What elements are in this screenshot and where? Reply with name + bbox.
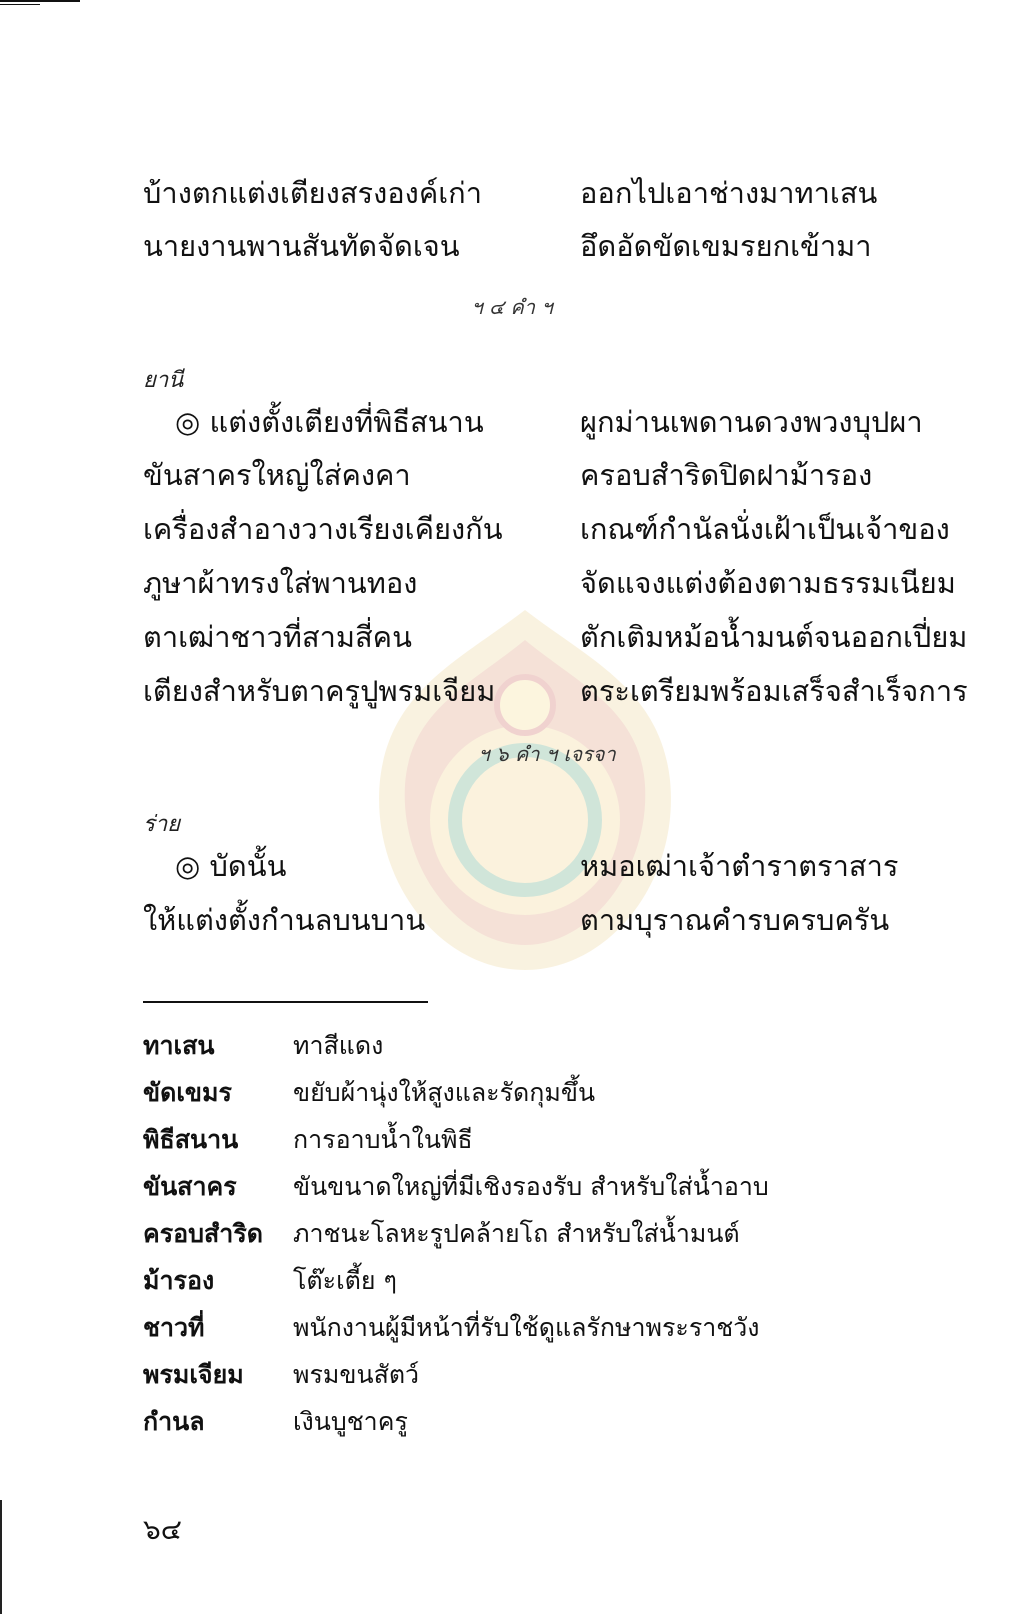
glossary-term: ทาเสน xyxy=(143,1031,215,1060)
glossary-entry xyxy=(0,1398,1024,1445)
verse-left: ภูษาผ้าทรงใส่พานทอง xyxy=(143,566,418,600)
verse-left: เครื่องสำอางวางเรียงเคียงกัน xyxy=(143,512,503,546)
note-text: ๔ คำ xyxy=(488,295,536,319)
glossary-term: ม้ารอง xyxy=(143,1266,215,1295)
glossary-definition: โต๊ะเตี้ย ๆ xyxy=(293,1266,397,1295)
glossary-definition: พรมขนสัตว์ xyxy=(293,1360,420,1389)
verse-line xyxy=(0,221,1024,271)
stanza-note: ฯ ๖ คำ ฯ เจรจา xyxy=(478,742,616,766)
glossary-entry xyxy=(0,1304,1024,1351)
glossary-entry xyxy=(0,1257,1024,1304)
verse-right: อึดอัดขัดเขมรยกเข้ามา xyxy=(580,229,872,263)
verse-right: ครอบสำริดปิดฝาม้ารอง xyxy=(580,458,873,492)
glossary-entry xyxy=(0,1163,1024,1210)
verse-left: เตียงสำหรับตาครูปูพรมเจียม xyxy=(143,674,496,708)
glossary-term: พรมเจียม xyxy=(143,1360,244,1389)
glossary-definition: ภาชนะโลหะรูปคล้ายโถ สำหรับใส่น้ำมนต์ xyxy=(293,1219,740,1248)
glossary-entry xyxy=(0,1069,1024,1116)
glossary-entry xyxy=(0,1116,1024,1163)
verse-right: จัดแจงแต่งต้องตามธรรมเนียม xyxy=(580,566,956,600)
verse-left: ◎ บัดนั้น xyxy=(175,849,287,883)
verse-line xyxy=(0,612,1024,662)
verse-right: ตามบุราณคำรบครบครัน xyxy=(580,903,890,937)
scan-corner-mark xyxy=(0,4,40,5)
verse-left: ให้แต่งตั้งกำนลบนบาน xyxy=(143,903,426,937)
glossary-term: ชาวที่ xyxy=(143,1313,205,1342)
note-text: ๖ คำ xyxy=(495,742,540,766)
verse-line xyxy=(0,168,1024,218)
glossary-definition: เงินบูชาครู xyxy=(293,1407,408,1436)
verse-line xyxy=(0,504,1024,554)
glossary-definition: ขยับผ้านุ่งให้สูงและรัดกุมขึ้น xyxy=(293,1078,596,1107)
glossary-definition: พนักงานผู้มีหน้าที่รับใช้ดูแลรักษาพระราชวัง xyxy=(293,1313,760,1342)
footnote-rule xyxy=(143,1001,428,1003)
glossary-term: ครอบสำริด xyxy=(143,1219,263,1248)
verse-line xyxy=(0,558,1024,608)
verse-right: ตักเติมหม้อน้ำมนต์จนออกเปี่ยม xyxy=(580,620,968,654)
scan-edge-mark xyxy=(0,1500,2,1614)
section-label: ร่าย xyxy=(143,812,181,837)
glossary-entry xyxy=(0,1351,1024,1398)
verse-left: ขันสาครใหญ่ใส่คงคา xyxy=(143,458,411,492)
glossary-term: ขันสาคร xyxy=(143,1172,237,1201)
verse-right: หมอเฒ่าเจ้าตำราตราสาร xyxy=(580,849,899,883)
verse-right: ออกไปเอาช่างมาทาเสน xyxy=(580,176,878,210)
verse-left: บ้างตกแต่งเตียงสรงองค์เก่า xyxy=(143,176,482,210)
glossary-definition: ขันขนาดใหญ่ที่มีเชิงรองรับ สำหรับใส่น้ำอาบ xyxy=(293,1172,769,1201)
glossary-term: กำนล xyxy=(143,1407,205,1436)
verse-line xyxy=(0,397,1024,447)
glossary-entry xyxy=(0,1210,1024,1257)
glossary-entry xyxy=(0,1022,1024,1069)
verse-line xyxy=(0,450,1024,500)
stanza-note: ฯ ๔ คำ ฯ xyxy=(471,295,553,319)
section-label: ยานี xyxy=(143,368,184,393)
glossary-definition: การอาบน้ำในพิธี xyxy=(293,1125,473,1154)
verse-line xyxy=(0,666,1024,716)
verse-left: นายงานพานสันทัดจัดเจน xyxy=(143,229,460,263)
verse-left: ตาเฒ่าชาวที่สามสี่คน xyxy=(143,620,412,654)
verse-left: ◎ แต่งตั้งเตียงที่พิธีสนาน xyxy=(175,405,484,439)
verse-line xyxy=(0,841,1024,891)
verse-right: ตระเตรียมพร้อมเสร็จสำเร็จการ xyxy=(580,674,968,708)
glossary-term: ขัดเขมร xyxy=(143,1078,232,1107)
scan-corner-mark xyxy=(0,0,80,2)
page-number: ๖๔ xyxy=(143,1513,182,1546)
note-suffix: เจรจา xyxy=(563,742,616,766)
verse-line xyxy=(0,895,1024,945)
glossary-term: พิธีสนาน xyxy=(143,1125,239,1154)
glossary-definition: ทาสีแดง xyxy=(293,1031,384,1060)
verse-right: ผูกม่านเพดานดวงพวงบุปผา xyxy=(580,405,923,439)
verse-right: เกณฑ์กำนัลนั่งเฝ้าเป็นเจ้าของ xyxy=(580,512,950,546)
